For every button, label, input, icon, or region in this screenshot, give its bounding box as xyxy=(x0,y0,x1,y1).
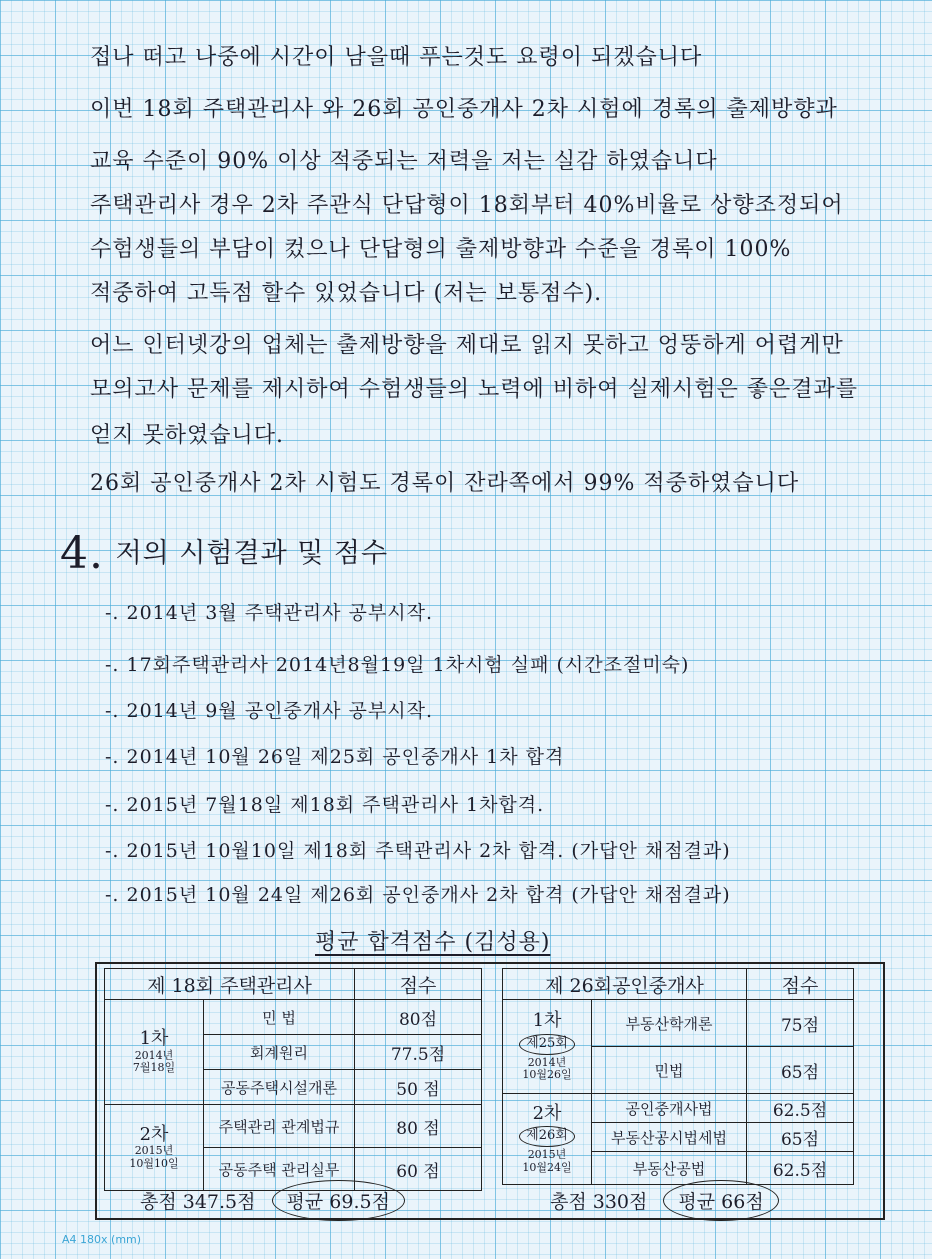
table-header-score: 점수 xyxy=(355,969,482,1000)
section-heading xyxy=(60,528,388,579)
round-cell xyxy=(503,1094,592,1185)
score-cell: 80점 xyxy=(355,1000,482,1035)
round-label: 1차 xyxy=(139,1028,169,1050)
timeline-item: -. 2014년 3월 주택관리사 공부시작. xyxy=(105,602,433,624)
score-cell: 65점 xyxy=(747,1123,854,1152)
round-date: 10월26일 xyxy=(522,1068,572,1082)
paragraph-line: 적중하여 고득점 할수 있었습니다 (저는 보통점수). xyxy=(90,281,603,306)
paragraph-line: 접나 떠고 나중에 시간이 남을때 푸는것도 요령이 되겠습니다 xyxy=(90,45,703,70)
table-header-name: 제 26회공인중개사 xyxy=(503,969,747,1000)
subject-cell: 민법 xyxy=(592,1047,747,1094)
subject-cell: 민 법 xyxy=(204,1000,355,1035)
subject-cell: 공동주택 관리실무 xyxy=(204,1148,355,1191)
score-cell: 62.5점 xyxy=(747,1094,854,1123)
round-circle: 제26회 xyxy=(519,1126,575,1147)
total-score: 총점 347.5점 xyxy=(140,1191,256,1213)
round-date: 2015년 xyxy=(134,1144,174,1158)
timeline-item: -. 2014년 10월 26일 제25회 공인중개사 1차 합격 xyxy=(105,746,565,768)
broker-score-table xyxy=(502,968,854,1185)
score-cell: 80 점 xyxy=(355,1105,482,1148)
paragraph-line: 어느 인터넷강의 업체는 출제방향을 제대로 읽지 못하고 엉뚱하게 어렵게만 xyxy=(90,333,844,358)
round-cell xyxy=(503,1000,592,1094)
round-date: 10월24일 xyxy=(522,1160,572,1174)
subject-cell: 공인중개사법 xyxy=(592,1094,747,1123)
paragraph-line: 26회 공인중개사 2차 시험도 경록이 잔라쪽에서 99% 적중하였습니다 xyxy=(90,471,800,496)
round-label: 2차 xyxy=(139,1123,169,1145)
round-cell xyxy=(105,1000,204,1105)
round-label: 2차 xyxy=(532,1102,562,1124)
total-score: 총점 330점 xyxy=(550,1191,648,1213)
paragraph-line: 수험생들의 부담이 컸으나 단답형의 출제방향과 수준을 경록이 100% xyxy=(90,237,792,262)
subject-cell: 회계원리 xyxy=(204,1035,355,1070)
round-date: 2014년 xyxy=(134,1048,174,1062)
round-label: 1차 xyxy=(532,1010,562,1032)
score-cell: 65점 xyxy=(747,1047,854,1094)
timeline-item: -. 2014년 9월 공인중개사 공부시작. xyxy=(105,700,433,722)
paragraph-line: 모의고사 문제를 제시하여 수험생들의 노력에 비하여 실제시험은 좋은결과를 xyxy=(90,377,859,402)
subject-cell: 부동산공법 xyxy=(592,1152,747,1185)
subject-cell: 부동산공시법세법 xyxy=(592,1123,747,1152)
paragraph-line: 교육 수준이 90% 이상 적중되는 저력을 저는 실감 하였습니다 xyxy=(90,149,718,174)
score-cell: 62.5점 xyxy=(747,1152,854,1185)
subject-cell: 부동산학개론 xyxy=(592,1000,747,1047)
round-date: 2015년 xyxy=(527,1148,567,1162)
table-header-name: 제 18회 주택관리사 xyxy=(105,969,355,1000)
timeline-item: -. 2015년 10월10일 제18회 주택관리사 2차 합격. (가답안 채점결과) xyxy=(105,840,731,862)
score-cell: 50 점 xyxy=(355,1070,482,1105)
timeline-item: -. 2015년 7월18일 제18회 주택관리사 1차합격. xyxy=(105,794,545,816)
round-date: 2014년 xyxy=(527,1055,567,1069)
subject-cell: 공동주택시설개론 xyxy=(204,1070,355,1105)
housing-total-row xyxy=(140,1180,405,1221)
section-title: 저의 시험결과 및 점수 xyxy=(115,538,389,569)
timeline-item: -. 17회주택관리사 2014년8월19일 1차시험 실패 (시간조절미숙) xyxy=(105,654,690,676)
average-score: 평균 69.5점 xyxy=(272,1180,405,1221)
section-number: 4. xyxy=(60,528,104,579)
round-date: 7월18일 xyxy=(132,1061,176,1075)
table-title: 평균 합격점수 (김성용) xyxy=(315,930,551,955)
housing-manager-score-table xyxy=(104,968,482,1191)
paper-footer: A4 180x (mm) xyxy=(62,1233,142,1246)
paragraph-line: 주택관리사 경우 2차 주관식 단답형이 18회부터 40%비율로 상향조정되어 xyxy=(90,193,844,218)
score-cell: 77.5점 xyxy=(355,1035,482,1070)
paragraph-line: 얻지 못하였습니다. xyxy=(90,423,285,448)
score-cell: 60 점 xyxy=(355,1148,482,1191)
average-score: 평균 66점 xyxy=(663,1180,778,1221)
round-date: 10월10일 xyxy=(129,1156,179,1170)
round-cell xyxy=(105,1105,204,1191)
timeline-item: -. 2015년 10월 24일 제26회 공인중개사 2차 합격 (가답안 채점결과) xyxy=(105,884,731,906)
score-cell: 75점 xyxy=(747,1000,854,1047)
subject-cell: 주택관리 관계법규 xyxy=(204,1105,355,1148)
paragraph-line: 이번 18회 주택관리사 와 26회 공인중개사 2차 시험에 경록의 출제방향과 xyxy=(90,97,838,122)
table-header-score: 점수 xyxy=(747,969,854,1000)
broker-total-row xyxy=(550,1180,779,1221)
round-circle: 제25회 xyxy=(519,1034,575,1055)
